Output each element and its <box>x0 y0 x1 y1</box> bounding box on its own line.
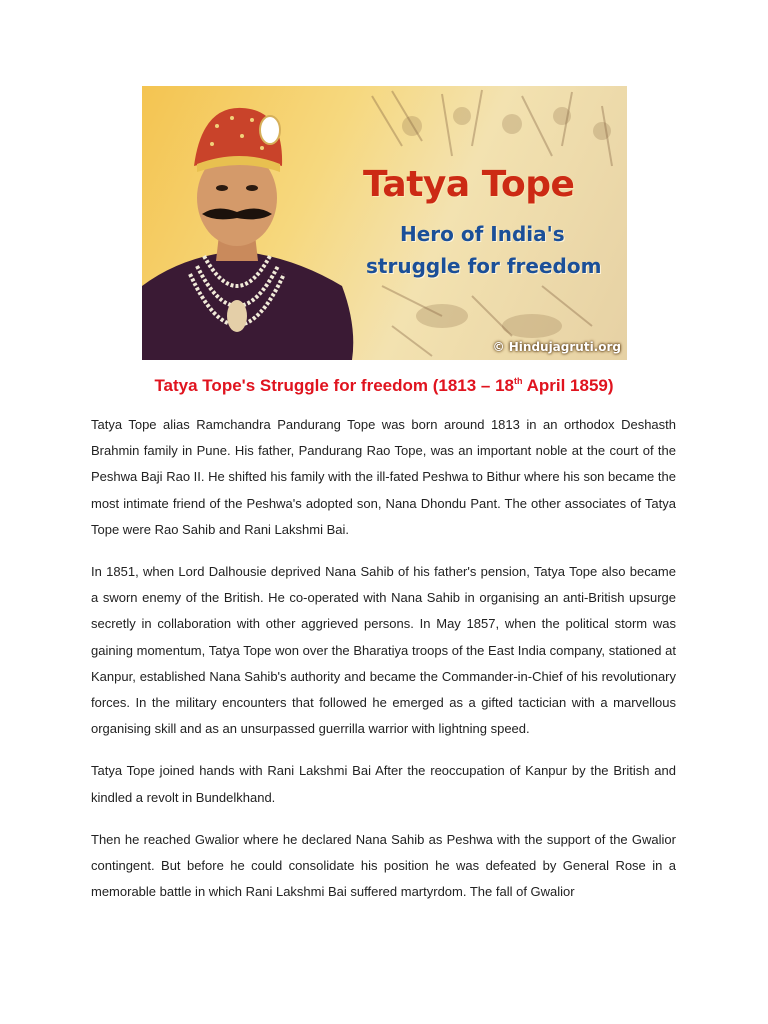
paragraph-2: In 1851, when Lord Dalhousie deprived Nana Sahib of his father's pension, Tatya Tope also became a sworn enemy of the British. He co-operated with Nana Sahib in organising an anti-British upsurge secretly in collaboration with other aggrieved persons. In May 1857, when the political storm was gaining momentum, Tatya Tope won over the Bharatiya troops of the East India company, stationed at Kanpur, established Nana Sahib's authority and became the Commander-in-Chief of his revolutionary forces. In the military encounters that followed he emerged as a gifted tactician with a marvellous organising skill and as an unsurpassed guerrilla warrior with lightning speed. <box>91 564 676 737</box>
title-text-after: April 1859) <box>522 376 614 395</box>
paragraph-3: Tatya Tope joined hands with Rani Lakshmi Bai After the reoccupation of Kanpur by the British and kindled a revolt in Bundelkhand. <box>91 763 676 805</box>
title-superscript: th <box>514 376 523 386</box>
page-title <box>0 376 768 396</box>
banner-subtitle-line2: struggle for freedom <box>366 254 602 278</box>
article-body <box>91 412 676 921</box>
banner-credit: © Hindujagruti.org <box>492 340 621 354</box>
paragraph-1: Tatya Tope alias Ramchandra Pandurang Tope was born around 1813 in an orthodox Deshasth Brahmin family in Pune. His father, Pandurang Rao Tope, was an important noble at the court of the Peshwa Baji Rao II. He shifted his family with the ill-fated Peshwa to Bithur where his son became the most intimate friend of the Peshwa's adopted son, Nana Dhondu Pant. The other associates of Tatya Tope were Rao Sahib and Rani Lakshmi Bai. <box>91 417 676 537</box>
banner-title: Tatya Tope <box>363 164 575 205</box>
banner-subtitle-line1: Hero of India's <box>400 222 565 246</box>
title-text-before: Tatya Tope's Struggle for freedom (1813 – 18 <box>154 376 515 395</box>
paragraph-4: Then he reached Gwalior where he declared Nana Sahib as Peshwa with the support of the Gwalior contingent. But before he could consolidate his position he was defeated by General Rose in a memorable battle in which Rani Lakshmi Bai suffered martyrdom. The fall of Gwalior <box>91 831 676 900</box>
hero-banner-image <box>142 86 627 360</box>
